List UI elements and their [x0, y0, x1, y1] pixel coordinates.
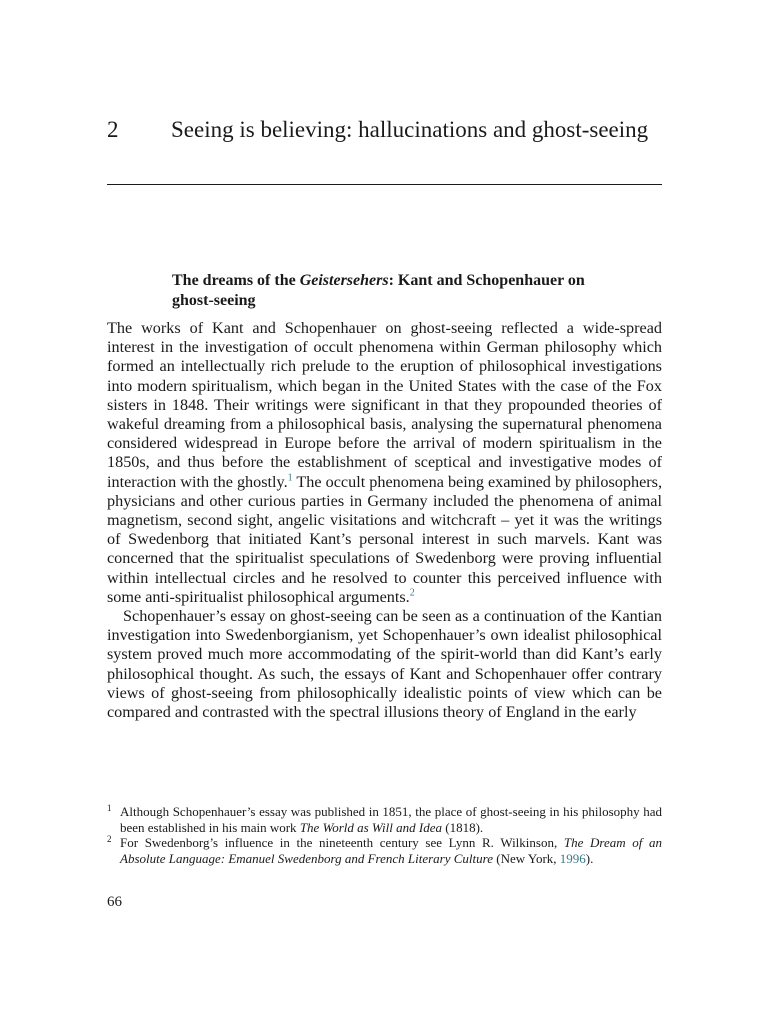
footnote-2	[107, 835, 662, 866]
section-title-prefix: The dreams of the	[172, 272, 300, 289]
citation-year-link[interactable]: 1996	[559, 850, 586, 866]
footnote-2-text-c: ).	[585, 850, 594, 866]
section-heading	[172, 271, 592, 311]
paragraph-1-part-a: The works of Kant and Schopenhauer on ghost-seeing reflected a wide-spread interest in the investigation of occult phenomena within German philosophy which formed an intellectually rich prelude to the eruption of philosophical investigations into modern spiritualism, which began in the United States with the case of the Fox sisters in 1848. Their writings were significant in that they propounded theories of wakeful dreaming from a philosophical basis, analysing the supernatural phenomena considered widespread in Europe before the arrival of modern spiritualism in the 1850s, and thus before the establishment of sceptical and investigative modes of interaction with the ghostly.	[107, 319, 662, 491]
footnote-2-text-b: (New York,	[492, 850, 560, 866]
paragraph-1	[107, 319, 662, 607]
section-title-suffix: : Kant and Schopenhauer on ghost-seeing	[172, 272, 585, 309]
footnote-ref-1[interactable]: 1	[287, 472, 293, 484]
section-title-italic: Geistersehers	[299, 272, 389, 289]
paragraph-2: Schopenhauer’s essay on ghost-seeing can be seen as a continuation of the Kantian investigation into Swedenborgianism, yet Schopenhauer’s own idealist philosophical system proved much more accommodating of the spirit-world than did Kant’s early philosophical thought. As such, the essays of Kant and Schopenhauer offer contrary views of ghost-seeing from philosophically idealistic points of view which can be compared and contrasted with the spectral illusions theory of England in the early	[107, 607, 662, 722]
footnote-2-italic: The Dream of an Absolute Language: Emanuel Swedenborg and French Literary Culture	[120, 835, 662, 866]
paragraph-1-part-b: The occult phenomena being examined by philosophers, physicians and other curious parties in Germany included the phenomena of animal magnetism, second sight, angelic visitations and witchcraft – yet it was the writings of Swedenborg that initiated Kant’s personal interest in such marvels. Kant was concerned that the spiritualist speculations of Swedenborg were proving influential within intellectual circles and he resolved to counter this perceived influence with some anti-spiritualist philosophical arguments.	[107, 472, 662, 606]
page-number: 66	[107, 894, 122, 910]
chapter-rule	[107, 184, 662, 185]
footnote-2-mark: 2	[107, 834, 112, 844]
footnote-1-text-a: Although Schopenhauer’s essay was published in 1851, the place of ghost-seeing in his philosophy had been established in his main work	[120, 804, 662, 835]
footnote-1	[107, 804, 662, 835]
footnote-2-text-a: For Swedenborg’s influence in the nineteenth century see Lynn R. Wilkinson,	[120, 835, 564, 850]
footnote-1-mark: 1	[107, 803, 112, 813]
footnotes	[107, 804, 662, 866]
footnote-ref-2[interactable]: 2	[409, 587, 415, 599]
body-text	[107, 319, 662, 722]
chapter-number: 2	[107, 117, 119, 142]
footnote-1-italic: The World as Will and Idea	[299, 819, 442, 835]
chapter-title: Seeing is believing: hallucinations and ghost-seeing	[171, 117, 649, 142]
footnote-1-text-b: (1818).	[441, 819, 484, 835]
